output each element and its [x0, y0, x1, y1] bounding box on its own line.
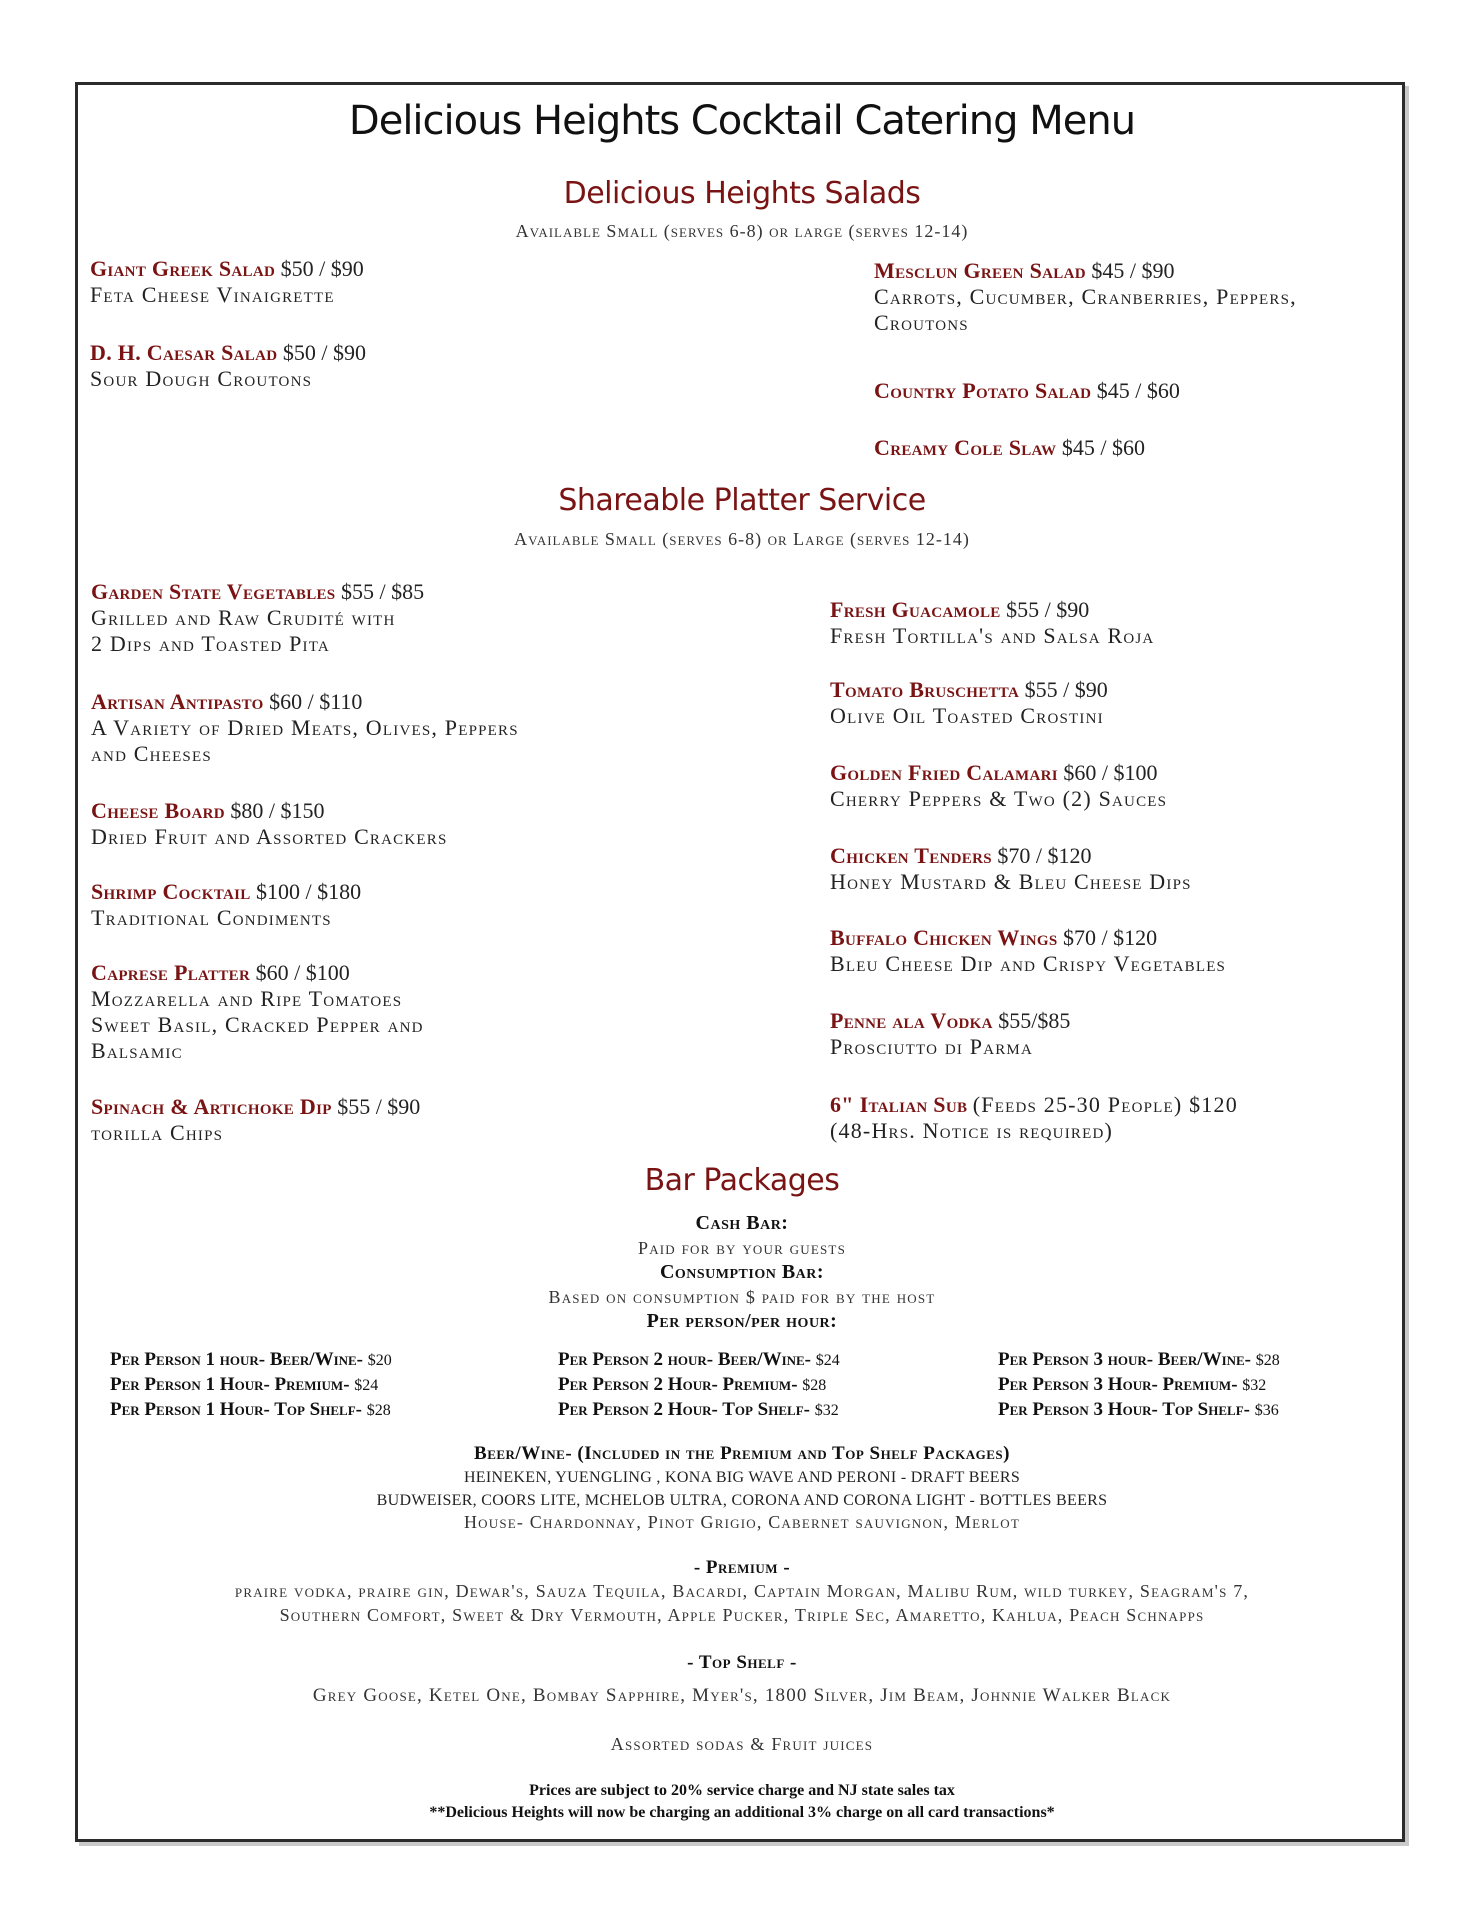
package-price: $28 — [366, 1402, 391, 1419]
cash-bar-desc: Paid for by your guests — [637, 1238, 847, 1258]
item-description: (48-Hrs. Notice is required) — [830, 1118, 1114, 1143]
item-price: (Feeds 25-30 People) $120 — [972, 1092, 1238, 1117]
beer-wine-heading: Beer/Wine- (Included in the Premium and Top Shelf Packages) — [474, 1443, 1010, 1464]
bar-package-row — [110, 1398, 392, 1423]
sodas-juices: Assorted sodas & Fruit juices — [610, 1734, 874, 1754]
item-name: 6" Italian Sub — [830, 1092, 968, 1117]
item-description: Fresh Tortilla's and Salsa Roja — [830, 623, 1155, 648]
premium-list-line-2: Southern Comfort, Sweet & Dry Vermouth, Apple Pucker, Triple Sec, Amaretto, Kahlua, Peach Schnapps — [279, 1605, 1205, 1625]
item-description: and Cheeses — [91, 741, 212, 766]
item-name: Buffalo Chicken Wings — [830, 925, 1058, 950]
salad-item — [874, 378, 1180, 404]
top-shelf-heading: - Top Shelf - — [687, 1652, 797, 1673]
item-description: Sweet Basil, Cracked Pepper and — [91, 1012, 424, 1037]
item-description: Mozzarella and Ripe Tomatoes — [91, 986, 403, 1011]
package-label: Per Person 2 Hour- Top Shelf- — [558, 1399, 810, 1420]
bar-package-row — [998, 1398, 1280, 1423]
package-label: Per Person 1 hour- Beer/Wine- — [110, 1349, 364, 1370]
package-price: $24 — [815, 1352, 840, 1369]
platter-item — [91, 879, 361, 931]
salad-item — [90, 256, 364, 308]
item-name: Garden State Vegetables — [91, 579, 336, 604]
item-name: Artisan Antipasto — [91, 689, 264, 714]
item-price: $55 / $90 — [1006, 597, 1090, 622]
item-price: $45 / $90 — [1091, 258, 1175, 283]
package-label: Per Person 1 Hour- Premium- — [110, 1374, 350, 1395]
platter-item — [91, 579, 424, 657]
item-description: Balsamic — [91, 1038, 183, 1063]
item-price: $45 / $60 — [1096, 378, 1180, 403]
item-description: Cherry Peppers & Two (2) Sauces — [830, 786, 1168, 811]
platters-availability: Available Small (serves 6-8) or Large (serves 12-14) — [514, 529, 970, 549]
item-name: Country Potato Salad — [874, 378, 1092, 403]
platters-heading: Shareable Platter Service — [558, 483, 926, 518]
bar-package-row — [558, 1398, 840, 1423]
item-name: Tomato Bruschetta — [830, 677, 1020, 702]
platter-item — [830, 1008, 1070, 1060]
bar-package-row — [110, 1348, 392, 1373]
card-charge-note: **Delicious Heights will now be charging an additional 3% charge on all card transactions* — [429, 1804, 1055, 1821]
bar-package-row — [998, 1348, 1280, 1373]
item-name: Fresh Guacamole — [830, 597, 1001, 622]
bar-package-column — [558, 1348, 840, 1423]
item-description: Dried Fruit and Assorted Crackers — [91, 824, 448, 849]
beer-wine-bottles: BUDWEISER, COORS LITE, MCHELOB ULTRA, CORONA AND CORONA LIGHT - BOTTLES BEERS — [376, 1492, 1108, 1509]
bar-package-row — [558, 1348, 840, 1373]
item-description: 2 Dips and Toasted Pita — [91, 631, 330, 656]
item-description: Grilled and Raw Crudité with — [91, 605, 396, 630]
consumption-bar-desc: Based on consumption $ paid for by the host — [548, 1287, 936, 1307]
item-price: $45 / $60 — [1061, 435, 1145, 460]
package-label: Per Person 2 Hour- Premium- — [558, 1374, 798, 1395]
item-description: A Variety of Dried Meats, Olives, Peppers — [91, 715, 519, 740]
item-price: $55 / $90 — [1024, 677, 1108, 702]
item-price: $55/$85 — [998, 1008, 1071, 1033]
salad-item — [874, 258, 1314, 336]
item-name: Mesclun Green Salad — [874, 258, 1086, 283]
item-description: Olive Oil Toasted Crostini — [830, 703, 1104, 728]
platter-item — [830, 677, 1108, 729]
top-shelf-list: Grey Goose, Ketel One, Bombay Sapphire, Myer's, 1800 Silver, Jim Beam, Johnnie Walker Black — [312, 1685, 1172, 1706]
item-price: $60 / $110 — [269, 689, 363, 714]
cash-bar-label: Cash Bar: — [695, 1212, 789, 1234]
item-name: Shrimp Cocktail — [91, 879, 251, 904]
salads-heading: Delicious Heights Salads — [563, 176, 921, 211]
item-name: Golden Fried Calamari — [830, 760, 1058, 785]
bar-package-column — [998, 1348, 1280, 1423]
item-name: Giant Greek Salad — [90, 256, 276, 281]
platter-item — [91, 960, 424, 1064]
bar-package-column — [110, 1348, 392, 1423]
menu-title: Delicious Heights Cocktail Catering Menu — [348, 98, 1136, 144]
item-price: $50 / $90 — [280, 256, 364, 281]
house-wines: House- Chardonnay, Pinot Grigio, Cabernet sauvignon, Merlot — [463, 1512, 1021, 1532]
platter-item — [91, 798, 448, 850]
bar-package-row — [558, 1373, 840, 1398]
service-charge-note: Prices are subject to 20% service charge and NJ state sales tax — [529, 1782, 955, 1799]
item-description: Honey Mustard & Bleu Cheese Dips — [830, 869, 1192, 894]
item-description: Feta Cheese Vinaigrette — [90, 282, 335, 307]
item-description: Sour Dough Croutons — [90, 366, 313, 391]
package-price: $24 — [354, 1377, 379, 1394]
platter-item — [830, 843, 1192, 895]
platter-item — [91, 1094, 420, 1146]
beer-wine-draft: HEINEKEN, YUENGLING , KONA BIG WAVE AND PERONI - DRAFT BEERS — [463, 1469, 1021, 1486]
per-person-label: Per person/per hour: — [646, 1310, 838, 1332]
item-name: Creamy Cole Slaw — [874, 435, 1057, 460]
package-price: $28 — [802, 1377, 827, 1394]
item-name: Chicken Tenders — [830, 843, 992, 868]
package-label: Per Person 3 Hour- Top Shelf- — [998, 1399, 1250, 1420]
package-price: $32 — [1242, 1377, 1267, 1394]
package-label: Per Person 3 hour- Beer/Wine- — [998, 1349, 1252, 1370]
salad-item — [90, 340, 366, 392]
item-price: $100 / $180 — [256, 879, 362, 904]
platter-item — [830, 760, 1167, 812]
item-name: D. H. Caesar Salad — [90, 340, 278, 365]
item-description: Prosciutto di Parma — [830, 1034, 1034, 1059]
package-label: Per Person 2 hour- Beer/Wine- — [558, 1349, 812, 1370]
platter-item — [830, 925, 1226, 977]
package-price: $28 — [1255, 1352, 1280, 1369]
package-label: Per Person 3 Hour- Premium- — [998, 1374, 1238, 1395]
package-price: $36 — [1254, 1402, 1279, 1419]
item-price: $50 / $90 — [282, 340, 366, 365]
item-description: torilla Chips — [91, 1120, 224, 1145]
premium-heading: - Premium - — [693, 1557, 791, 1578]
item-price: $70 / $120 — [997, 843, 1092, 868]
bar-package-row — [110, 1373, 392, 1398]
salads-availability: Available Small (serves 6-8) or large (serves 12-14) — [515, 221, 969, 241]
item-price: $80 / $150 — [230, 798, 325, 823]
premium-list-line-1: praire vodka, praire gin, Dewar's, Sauza Tequila, Bacardi, Captain Morgan, Malibu Rum, wild turkey, Seagram's 7, — [234, 1581, 1250, 1601]
item-name: Penne ala Vodka — [830, 1008, 993, 1033]
item-description: Bleu Cheese Dip and Crispy Vegetables — [830, 951, 1227, 976]
bar-heading: Bar Packages — [644, 1163, 840, 1198]
item-name: Cheese Board — [91, 798, 225, 823]
item-price: $55 / $85 — [340, 579, 425, 604]
item-name: Spinach & Artichoke Dip — [91, 1094, 332, 1119]
item-price: $60 / $100 — [1063, 760, 1158, 785]
item-name: Caprese Platter — [91, 960, 251, 985]
item-price: $70 / $120 — [1063, 925, 1158, 950]
item-price: $55 / $90 — [337, 1094, 421, 1119]
package-label: Per Person 1 Hour- Top Shelf- — [110, 1399, 362, 1420]
package-price: $32 — [814, 1402, 839, 1419]
consumption-bar-label: Consumption Bar: — [659, 1261, 825, 1283]
package-price: $20 — [367, 1352, 392, 1369]
salad-item — [874, 435, 1145, 461]
bar-package-row — [998, 1373, 1280, 1398]
item-description: Traditional Condiments — [91, 905, 332, 930]
platter-item — [830, 1092, 1238, 1144]
item-description: Carrots, Cucumber, Cranberries, Peppers, Croutons — [874, 284, 1297, 335]
platter-item — [830, 597, 1154, 649]
item-price: $60 / $100 — [255, 960, 350, 985]
platter-item — [91, 689, 519, 767]
